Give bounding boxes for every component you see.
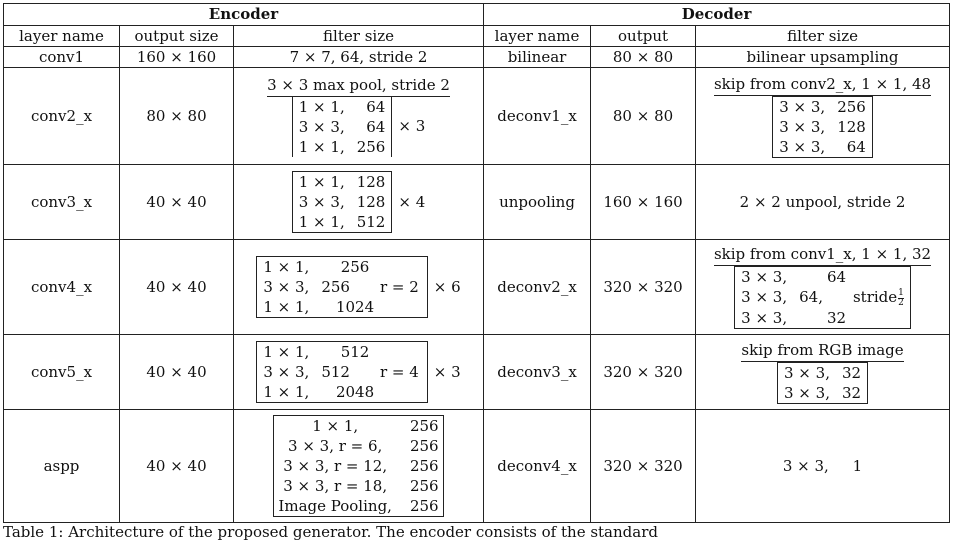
block-matrix: 1 × 1, 128 3 × 3, 128 1 × 1, 512 × 4 <box>292 171 426 233</box>
block-matrix: 3 × 3, 32 3 × 3, 32 <box>777 362 868 404</box>
table-row <box>4 335 950 410</box>
table-row <box>4 47 950 68</box>
cell: 3 × 3, 1 <box>696 410 950 523</box>
fraction: $\frac{1}{2}$ <box>898 287 904 308</box>
cell: aspp <box>4 410 120 523</box>
col-dec-filter-size: filter size <box>696 26 950 47</box>
table-row <box>4 240 950 335</box>
col-enc-filter-size: filter size <box>234 26 484 47</box>
table-row <box>4 410 950 523</box>
pool-line: 3 × 3 max pool, stride 2 <box>267 76 450 97</box>
col-dec-output: output <box>591 26 696 47</box>
cell: 2 × 2 unpool, stride 2 <box>696 165 950 240</box>
architecture-table <box>3 3 950 523</box>
cell: unpooling <box>484 165 591 240</box>
block-matrix: 1 × 1, 256 3 × 3, 256 r = 2 1 × 1, 1024 × 6 <box>256 256 460 318</box>
col-dec-layer-name: layer name <box>484 26 591 47</box>
skip-line: skip from conv1_x, 1 × 1, 32 <box>714 245 931 266</box>
cell <box>234 335 484 410</box>
cell: 7 × 7, 64, stride 2 <box>234 47 484 68</box>
cell: conv3_x <box>4 165 120 240</box>
cell: conv5_x <box>4 335 120 410</box>
cell: conv2_x <box>4 68 120 165</box>
cell: 80 × 80 <box>591 47 696 68</box>
cell: 80 × 80 <box>120 68 234 165</box>
encoder-header: Encoder <box>4 4 484 26</box>
cell: bilinear upsampling <box>696 47 950 68</box>
col-enc-output-size: output size <box>120 26 234 47</box>
cell: bilinear <box>484 47 591 68</box>
cell: 160 × 160 <box>120 47 234 68</box>
cell <box>696 335 950 410</box>
decoder-header: Decoder <box>484 4 950 26</box>
cell: 320 × 320 <box>591 335 696 410</box>
cell <box>234 240 484 335</box>
table-row <box>4 68 950 165</box>
table-row <box>4 165 950 240</box>
cell: deconv3_x <box>484 335 591 410</box>
repeat-count: × 3 <box>433 362 461 381</box>
cell <box>234 410 484 523</box>
cell: 40 × 40 <box>120 165 234 240</box>
cell <box>234 68 484 165</box>
cell: deconv2_x <box>484 240 591 335</box>
table-caption: Table 1: Architecture of the proposed generator. The encoder consists of the standard <box>3 523 658 541</box>
cell: 320 × 320 <box>591 410 696 523</box>
cell: 320 × 320 <box>591 240 696 335</box>
repeat-count: × 3 <box>398 117 426 135</box>
skip-line: skip from conv2_x, 1 × 1, 48 <box>714 75 931 96</box>
cell: deconv4_x <box>484 410 591 523</box>
cell: 40 × 40 <box>120 335 234 410</box>
block-matrix: 1 × 1, 64 3 × 3, 64 1 × 1, 256 × 3 <box>292 97 426 157</box>
cell: conv1 <box>4 47 120 68</box>
block-matrix: 1 × 1, 512 3 × 3, 512 r = 4 1 × 1, 2048 × 3 <box>256 341 460 403</box>
cell <box>696 68 950 165</box>
cell <box>234 165 484 240</box>
skip-line: skip from RGB image <box>741 341 903 362</box>
cell: deconv1_x <box>484 68 591 165</box>
cell <box>696 240 950 335</box>
block-matrix: 3 × 3, 64 3 × 3, 64, stride $\frac{1}{2}$ 3 × 3, 32 <box>734 266 911 329</box>
repeat-count: × 6 <box>433 277 461 296</box>
cell: 40 × 40 <box>120 240 234 335</box>
cell: 160 × 160 <box>591 165 696 240</box>
cell: conv4_x <box>4 240 120 335</box>
cell: 80 × 80 <box>591 68 696 165</box>
block-matrix: 3 × 3, 256 3 × 3, 128 3 × 3, 64 <box>772 96 873 158</box>
col-enc-layer-name: layer name <box>4 26 120 47</box>
cell: 40 × 40 <box>120 410 234 523</box>
block-matrix: 1 × 1, 256 3 × 3, r = 6, 256 3 × 3, r = 12, 256 3 × 3, r = 18, 256 Image Pooling, 256 <box>273 415 443 517</box>
repeat-count: × 4 <box>398 192 426 211</box>
